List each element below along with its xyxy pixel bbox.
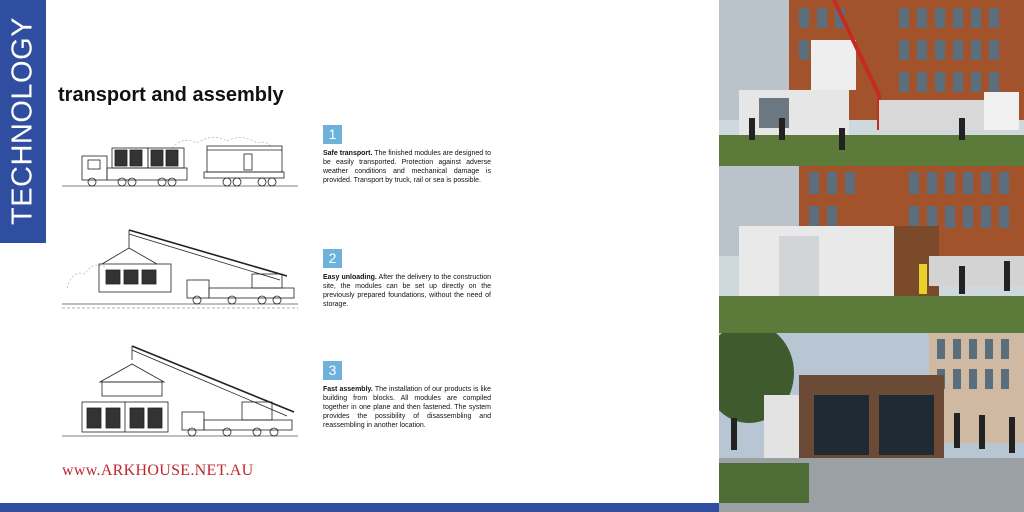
step-2-title: Easy unloading. bbox=[323, 274, 377, 281]
step-3-badge: 3 bbox=[323, 361, 342, 380]
bottom-band bbox=[0, 503, 720, 512]
step-1-text bbox=[323, 149, 491, 185]
step-3-text bbox=[323, 385, 491, 430]
page-title: transport and assembly bbox=[58, 84, 284, 106]
step-3-body: The installation of our products is like building from blocks. All modules are compiled together in one plane and then fastened. The system provides the possibility of disassembling and reassembling in another location. bbox=[323, 386, 491, 429]
crane-unloading-drawing bbox=[62, 218, 298, 313]
step-2-body: After the delivery to the construction site, the modules can be set up directly on the previously prepared foundations, without the need of storage. bbox=[323, 274, 491, 308]
step-1-body: The finished modules are designed to be easily transported. Protection against adverse weather conditions and mechanical damage is provided. Transport by truck, rail or sea is possible. bbox=[323, 150, 491, 184]
step-1-badge: 1 bbox=[323, 125, 342, 144]
step-2-text bbox=[323, 273, 491, 309]
section-side-band bbox=[0, 0, 46, 243]
step-1-title: Safe transport. bbox=[323, 150, 373, 157]
finished-building-photo bbox=[719, 333, 1024, 512]
crane-lifting-module-photo bbox=[719, 0, 1024, 166]
truck-with-modules-drawing bbox=[62, 118, 298, 213]
module-installed-on-site-photo bbox=[719, 166, 1024, 333]
crane-assembly-drawing bbox=[62, 342, 298, 437]
section-label: TECHNOLOGY bbox=[6, 16, 39, 226]
step-3-title: Fast assembly. bbox=[323, 386, 373, 393]
step-2-badge: 2 bbox=[323, 249, 342, 268]
website-link[interactable]: www.ARKHOUSE.NET.AU bbox=[62, 462, 254, 479]
